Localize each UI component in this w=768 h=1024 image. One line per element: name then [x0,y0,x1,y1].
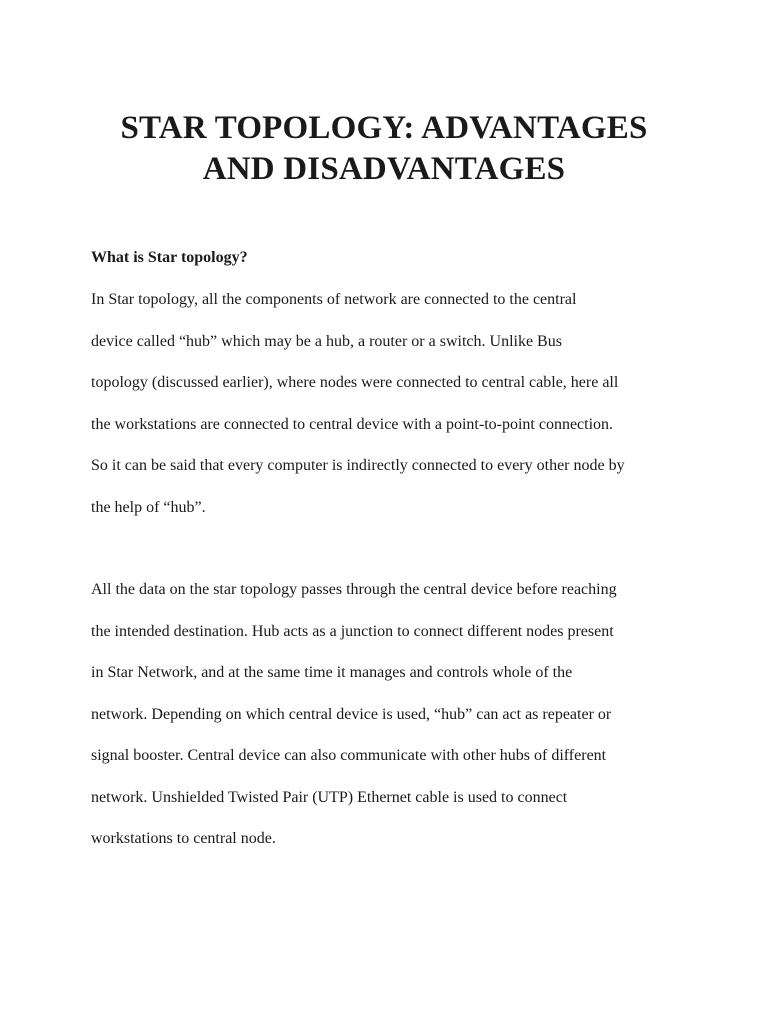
text-line: network. Depending on which central device is used, “hub” can act as repeater or [91,705,612,723]
section-heading: What is Star topology? [91,249,248,266]
text-line: All the data on the star topology passes through the central device before reaching [91,581,617,598]
text-line: network. Unshielded Twisted Pair (UTP) Ethernet cable is used to connect [91,788,568,806]
text-line: device called “hub” which may be a hub, a router or a switch. Unlike Bus [91,332,562,350]
text-line: the help of “hub”. [91,498,206,516]
paragraph-2 [91,580,691,871]
text-line: signal booster. Central device can also communicate with other hubs of different [91,747,607,764]
document-title-line: AND DISADVANTAGES [202,151,566,187]
text-line: So it can be said that every computer is indirectly connected to every other node by [91,457,625,474]
text-line: in Star Network, and at the same time it manages and controls whole of the [91,664,573,681]
text-line: In Star topology, all the components of network are connected to the central [91,291,577,308]
document-title-line: STAR TOPOLOGY: ADVANTAGES [120,110,648,146]
text-line: workstations to central node. [91,830,276,847]
document-title [60,108,708,190]
text-line: the workstations are connected to central device with a point-to-point connection. [91,415,614,433]
text-line: topology (discussed earlier), where nodes were connected to central cable, here all [91,374,619,391]
text-line: the intended destination. Hub acts as a junction to connect different nodes present [91,622,614,640]
paragraph-1 [91,290,691,539]
